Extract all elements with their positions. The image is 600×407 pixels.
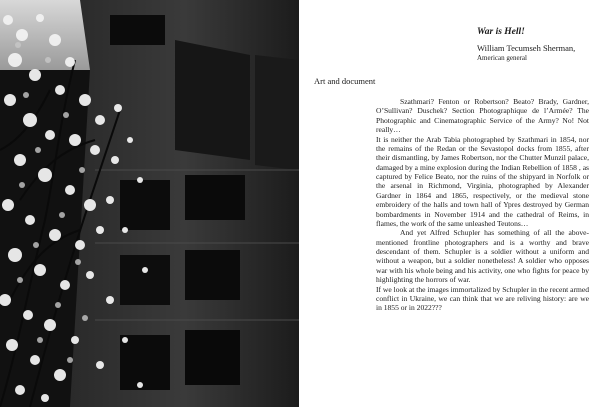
epigraph-role: American general — [477, 54, 527, 62]
article-body — [376, 97, 589, 313]
paragraph: Szathmari? Fenton or Robertson? Beato? Brady, Gardner, O’Sullivan? Duschek? Section Photographique de l’Armée? The Photographic and Cinematographic Service of the Army? No! Not really… — [376, 97, 589, 135]
epigraph-author: William Tecumseh Sherman, — [477, 43, 576, 53]
photograph-ruined-building-with-blossoms — [0, 0, 299, 407]
paragraph: If we look at the images immortalized by Schupler in the recent armed conflict in Ukraine, we can think that we are reliving history: are we in 1855 or in 2022??? — [376, 284, 589, 313]
text-page — [299, 0, 600, 407]
epigraph-quote: War is Hell! — [477, 27, 525, 37]
section-label: Art and document — [314, 76, 376, 86]
paragraph: And yet Alfred Schupler has something of all the above-mentioned frontline photographers and is a worthy and brave descendant of them. Schupler is a soldier without a uniform and without a weapon, but a soldier nonetheless! A soldier who opposes war with his whole being and his activity, one who fights for peace by highlighting the horrors of war. — [376, 228, 589, 285]
paragraph: It is neither the Arab Tabia photographed by Szathmari in 1854, nor the remains of the Redan or the Sevastopol docks from 1855, after their dismantling, by James Robertson, nor the Chutter Munzil palace, damaged by a mine explosion during the Indian Rebellion of 1858 , as captured by Felice Beato, nor the ruins of the shipyard in Norfolk or the arsenal in Richmond, Virginia, photographed by Alexander Gardner in 1864 and 1865, respectively, or the medieval stone embroidery of the halls and town hall of Ypres destroyed by German bombardments in November 1914 and the cathedral of Reims, in flames, the work of the same unleashed Teutons… — [376, 134, 589, 228]
